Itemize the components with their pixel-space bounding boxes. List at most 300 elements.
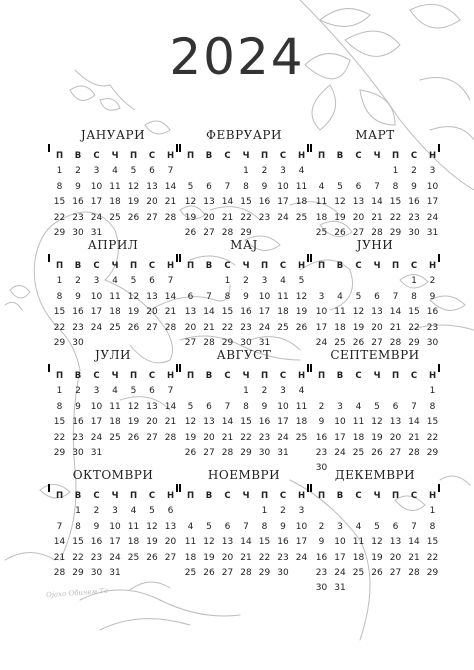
day-cell: 1 — [429, 386, 436, 397]
day-cell: 30 — [426, 337, 439, 348]
day-cell — [162, 566, 179, 581]
day-cell: 4 — [280, 276, 286, 287]
day-cell — [369, 581, 386, 596]
day-cell — [350, 164, 367, 179]
day-cell: 20 — [146, 417, 158, 428]
day-cell: 20 — [184, 322, 197, 333]
day-cell: 29 — [240, 447, 252, 458]
month-divider — [310, 364, 440, 372]
weekday-header: В — [336, 151, 344, 161]
day-cell: 12 — [184, 417, 197, 428]
weekday-header: С — [355, 491, 362, 501]
day-cell — [107, 446, 124, 461]
day-cell: 27 — [389, 567, 402, 578]
day-cell: 15 — [53, 417, 66, 428]
day-cell: 10 — [315, 307, 328, 318]
day-cell: 6 — [392, 521, 399, 532]
day-cell: 1 — [429, 506, 436, 517]
day-cell: 7 — [374, 181, 380, 192]
month-block — [179, 237, 309, 351]
day-cell: 13 — [389, 417, 402, 428]
month-name: АПРИЛ — [87, 238, 139, 252]
day-cell: 18 — [109, 417, 121, 428]
day-cell — [219, 384, 236, 399]
weekday-header: В — [74, 491, 82, 501]
weekday-header: Н — [166, 151, 175, 161]
day-cell: 29 — [240, 227, 252, 238]
day-cell: 16 — [90, 537, 103, 548]
day-cell — [406, 504, 423, 519]
day-cell: 30 — [240, 337, 252, 348]
month-block — [179, 347, 309, 461]
day-cell — [144, 566, 161, 581]
day-cell: 3 — [112, 506, 118, 517]
day-cell: 12 — [127, 181, 140, 192]
day-cell: 24 — [90, 212, 103, 223]
day-cell: 19 — [127, 197, 140, 208]
day-cell: 22 — [389, 212, 402, 223]
day-cell: 20 — [221, 552, 234, 563]
month-divider — [48, 254, 178, 262]
weekday-header: П — [391, 151, 400, 161]
day-cell: 16 — [408, 197, 420, 208]
day-cell — [219, 164, 236, 179]
day-cell: 23 — [277, 552, 289, 563]
month-block — [179, 467, 309, 581]
day-cell — [125, 566, 142, 581]
day-cell: 17 — [90, 307, 103, 318]
day-cell: 22 — [53, 322, 66, 333]
day-cell: 23 — [240, 322, 252, 333]
weekday-header: Н — [166, 491, 175, 501]
weekday-header: В — [336, 261, 344, 271]
weekday-header: П — [55, 371, 64, 381]
month-block — [310, 467, 440, 597]
weekday-header: Ч — [373, 261, 381, 271]
month-divider — [310, 484, 440, 492]
day-grid — [182, 259, 309, 351]
month-block — [310, 127, 440, 241]
day-cell: 20 — [389, 552, 402, 563]
day-cell: 1 — [243, 386, 249, 397]
day-cell — [293, 566, 310, 581]
day-cell: 8 — [429, 521, 436, 532]
day-cell: 8 — [56, 291, 63, 302]
day-cell: 5 — [374, 521, 380, 532]
day-cell: 21 — [203, 322, 215, 333]
day-cell: 25 — [109, 432, 121, 443]
footer-signature: Ојахо Обичем Те — [45, 586, 109, 600]
day-cell: 29 — [408, 337, 420, 348]
day-cell: 26 — [334, 227, 346, 238]
month-name: ЈУЛИ — [95, 348, 131, 362]
day-cell: 3 — [337, 521, 343, 532]
weekday-header: С — [148, 261, 156, 271]
day-cell: 1 — [392, 166, 399, 177]
day-cell: 8 — [56, 181, 63, 192]
day-cell: 6 — [374, 291, 380, 302]
day-cell: 11 — [334, 307, 346, 318]
day-cell: 21 — [164, 417, 177, 428]
month-block — [310, 347, 440, 477]
day-cell: 13 — [184, 307, 197, 318]
day-cell — [369, 384, 386, 399]
day-cell: 25 — [295, 432, 308, 443]
day-cell: 19 — [371, 432, 383, 443]
day-cell: 16 — [426, 307, 439, 318]
day-cell: 17 — [90, 417, 103, 428]
weekday-header: П — [260, 371, 269, 381]
day-cell: 24 — [334, 447, 346, 458]
day-cell: 16 — [72, 417, 84, 428]
weekday-header: Ч — [373, 491, 381, 501]
day-cell: 20 — [389, 432, 402, 443]
weekday-header: С — [410, 491, 418, 501]
month-block — [179, 127, 309, 241]
day-cell — [313, 504, 330, 519]
day-cell: 30 — [72, 447, 84, 458]
day-cell: 10 — [334, 537, 346, 548]
day-cell: 6 — [206, 401, 212, 412]
day-cell: 13 — [146, 291, 158, 302]
day-cell — [406, 384, 423, 399]
weekday-header: П — [129, 371, 138, 381]
day-cell: 30 — [72, 227, 84, 238]
day-cell: 19 — [295, 307, 308, 318]
day-cell: 12 — [334, 197, 346, 208]
day-cell: 1 — [411, 276, 417, 287]
weekday-header: П — [186, 371, 195, 381]
weekday-header: С — [148, 491, 156, 501]
day-cell: 8 — [429, 401, 436, 412]
day-cell: 11 — [295, 401, 308, 412]
day-cell: 27 — [146, 432, 158, 443]
day-cell: 5 — [374, 401, 380, 412]
day-cell: 17 — [109, 537, 121, 548]
day-cell: 18 — [352, 552, 365, 563]
weekday-header: В — [336, 491, 344, 501]
day-cell: 15 — [408, 307, 420, 318]
day-cell: 18 — [352, 432, 365, 443]
day-cell: 10 — [295, 521, 308, 532]
weekday-header: Н — [297, 491, 306, 501]
day-cell: 2 — [280, 506, 286, 517]
day-cell: 15 — [258, 537, 271, 548]
day-cell: 19 — [203, 552, 215, 563]
weekday-header: П — [317, 151, 326, 161]
weekday-header: П — [317, 371, 326, 381]
day-cell: 25 — [109, 322, 121, 333]
day-grid — [51, 259, 178, 351]
day-cell: 10 — [90, 181, 103, 192]
day-cell: 6 — [149, 276, 155, 287]
day-cell: 6 — [392, 401, 399, 412]
day-cell: 21 — [164, 197, 177, 208]
weekday-header: Ч — [373, 371, 381, 381]
day-cell: 1 — [243, 166, 249, 177]
weekday-header: С — [279, 151, 287, 161]
day-cell — [201, 274, 218, 289]
day-cell: 29 — [221, 337, 234, 348]
day-cell: 24 — [109, 552, 121, 563]
day-grid — [51, 369, 178, 461]
day-cell: 8 — [75, 521, 81, 532]
day-grid — [182, 489, 309, 581]
weekday-header: П — [317, 491, 326, 501]
day-cell: 14 — [389, 307, 402, 318]
day-cell: 31 — [334, 583, 346, 594]
day-cell: 5 — [206, 521, 212, 532]
day-cell: 4 — [112, 166, 118, 177]
day-cell — [201, 164, 218, 179]
day-cell — [387, 274, 404, 289]
day-cell: 19 — [146, 537, 158, 548]
day-cell: 18 — [315, 212, 328, 223]
weekday-header: Н — [297, 371, 306, 381]
weekday-header: С — [224, 151, 231, 161]
day-cell: 1 — [56, 166, 63, 177]
day-cell — [125, 446, 142, 461]
weekday-header: С — [148, 371, 156, 381]
day-cell: 17 — [334, 432, 346, 443]
weekday-header: С — [355, 261, 362, 271]
weekday-header: В — [205, 491, 213, 501]
day-cell: 8 — [243, 181, 249, 192]
day-cell: 12 — [146, 521, 158, 532]
day-cell: 9 — [280, 521, 286, 532]
day-cell: 7 — [167, 386, 174, 397]
day-cell: 11 — [352, 537, 365, 548]
day-cell: 16 — [240, 307, 252, 318]
weekday-header: П — [186, 491, 195, 501]
day-cell: 11 — [277, 291, 289, 302]
day-cell: 12 — [127, 291, 140, 302]
day-cell: 29 — [53, 447, 66, 458]
month-block — [48, 237, 178, 351]
day-cell: 15 — [221, 307, 234, 318]
day-cell: 10 — [426, 181, 439, 192]
day-cell: 5 — [337, 181, 343, 192]
day-cell: 25 — [277, 322, 289, 333]
day-cell: 19 — [371, 552, 383, 563]
day-cell: 9 — [429, 291, 436, 302]
day-cell: 14 — [221, 417, 234, 428]
day-cell — [182, 384, 199, 399]
day-cell: 22 — [426, 432, 439, 443]
day-cell: 1 — [75, 506, 81, 517]
day-cell — [182, 164, 199, 179]
day-cell: 28 — [164, 212, 177, 223]
day-cell: 30 — [315, 583, 328, 594]
weekday-header: Ч — [111, 151, 119, 161]
weekday-header: Ч — [242, 261, 250, 271]
day-cell: 20 — [203, 432, 215, 443]
day-cell: 7 — [56, 521, 63, 532]
day-cell — [313, 384, 330, 399]
day-cell: 13 — [146, 181, 158, 192]
day-cell: 4 — [187, 521, 194, 532]
day-cell: 19 — [127, 307, 140, 318]
weekday-header: Н — [428, 371, 437, 381]
day-cell: 2 — [318, 401, 325, 412]
day-cell: 24 — [277, 432, 289, 443]
day-cell: 29 — [426, 567, 439, 578]
day-cell: 17 — [334, 552, 346, 563]
day-cell: 16 — [258, 197, 271, 208]
day-cell — [387, 581, 404, 596]
day-cell: 2 — [75, 166, 81, 177]
day-cell: 20 — [164, 537, 177, 548]
day-cell: 3 — [261, 276, 268, 287]
day-cell: 13 — [203, 417, 215, 428]
day-cell: 12 — [295, 291, 308, 302]
weekday-header: С — [279, 261, 287, 271]
day-grid — [51, 149, 178, 241]
day-cell: 4 — [318, 181, 325, 192]
weekday-header: С — [224, 261, 231, 271]
day-cell — [350, 581, 367, 596]
weekday-header: С — [410, 371, 418, 381]
weekday-header: В — [74, 261, 82, 271]
day-cell: 27 — [146, 322, 158, 333]
day-cell: 3 — [93, 386, 100, 397]
day-cell — [350, 384, 367, 399]
day-cell: 29 — [53, 227, 66, 238]
day-cell: 26 — [295, 322, 308, 333]
day-cell: 25 — [352, 567, 365, 578]
month-name: МАЈ — [230, 238, 258, 252]
weekday-header: С — [355, 151, 362, 161]
month-divider — [179, 484, 309, 492]
day-cell: 28 — [371, 227, 383, 238]
day-cell: 17 — [315, 322, 328, 333]
year-title: 2024 — [169, 28, 305, 86]
month-name: ФЕВРУАРИ — [206, 128, 282, 142]
day-cell: 16 — [258, 417, 271, 428]
day-cell: 8 — [392, 181, 399, 192]
day-cell: 21 — [371, 212, 383, 223]
day-cell: 22 — [53, 432, 66, 443]
day-cell — [162, 446, 179, 461]
day-cell: 14 — [53, 537, 66, 548]
day-grid — [313, 369, 440, 477]
weekday-header: П — [260, 151, 269, 161]
day-cell — [201, 384, 218, 399]
month-divider — [179, 364, 309, 372]
day-cell: 10 — [334, 417, 346, 428]
day-cell: 11 — [295, 181, 308, 192]
day-cell: 31 — [90, 227, 103, 238]
month-name: АВГУСТ — [216, 348, 272, 362]
weekday-header: В — [205, 151, 213, 161]
weekday-header: В — [74, 371, 82, 381]
day-cell: 31 — [426, 227, 439, 238]
day-cell: 27 — [184, 337, 197, 348]
day-cell: 4 — [355, 521, 362, 532]
day-cell: 17 — [426, 197, 439, 208]
day-cell: 2 — [261, 386, 268, 397]
day-cell: 25 — [315, 227, 328, 238]
month-name: ЈАНУАРИ — [80, 128, 146, 142]
day-cell: 22 — [221, 322, 234, 333]
day-cell: 12 — [352, 307, 365, 318]
day-cell: 9 — [243, 291, 249, 302]
day-cell: 19 — [184, 432, 197, 443]
day-cell: 13 — [164, 521, 177, 532]
day-cell: 23 — [315, 447, 328, 458]
day-cell: 3 — [318, 291, 325, 302]
day-cell: 28 — [408, 447, 420, 458]
day-cell: 18 — [109, 197, 121, 208]
day-cell: 10 — [258, 291, 271, 302]
month-name: СЕПТЕМВРИ — [330, 348, 420, 362]
day-cell: 5 — [355, 291, 362, 302]
weekday-header: С — [279, 491, 287, 501]
day-cell: 9 — [318, 537, 325, 548]
day-cell: 26 — [203, 567, 215, 578]
day-cell: 25 — [334, 337, 346, 348]
weekday-header: С — [355, 371, 362, 381]
day-cell: 5 — [187, 401, 194, 412]
day-cell: 25 — [127, 552, 140, 563]
day-cell — [332, 504, 349, 519]
day-cell: 18 — [184, 552, 197, 563]
weekday-header: Н — [166, 371, 175, 381]
weekday-header: Ч — [242, 491, 250, 501]
month-divider — [310, 144, 440, 152]
day-cell: 24 — [277, 212, 289, 223]
day-cell: 25 — [295, 212, 308, 223]
day-cell: 30 — [277, 567, 289, 578]
day-cell: 20 — [371, 322, 383, 333]
day-cell: 2 — [75, 386, 81, 397]
day-cell: 22 — [408, 322, 420, 333]
day-cell: 28 — [164, 432, 177, 443]
day-cell: 15 — [53, 307, 66, 318]
day-grid — [313, 489, 440, 597]
month-divider — [48, 364, 178, 372]
day-cell: 15 — [53, 197, 66, 208]
day-cell: 11 — [109, 291, 121, 302]
weekday-header: В — [74, 151, 82, 161]
day-cell: 27 — [164, 552, 177, 563]
weekday-header: С — [93, 261, 100, 271]
day-cell: 11 — [184, 537, 197, 548]
day-cell: 22 — [53, 212, 66, 223]
day-cell: 18 — [295, 197, 308, 208]
day-cell: 23 — [90, 552, 103, 563]
day-cell: 24 — [258, 322, 271, 333]
weekday-header: Ч — [373, 151, 381, 161]
weekday-header: П — [129, 491, 138, 501]
day-cell: 22 — [72, 552, 84, 563]
day-cell: 2 — [75, 276, 81, 287]
weekday-header: Ч — [111, 491, 119, 501]
day-cell: 4 — [112, 276, 118, 287]
day-cell — [332, 164, 349, 179]
day-cell: 5 — [298, 276, 305, 287]
day-cell: 26 — [371, 447, 383, 458]
day-cell: 5 — [130, 276, 137, 287]
day-cell: 19 — [352, 322, 365, 333]
weekday-header: П — [129, 151, 138, 161]
day-cell: 7 — [167, 166, 174, 177]
day-cell: 26 — [371, 567, 383, 578]
day-cell: 11 — [109, 181, 121, 192]
day-cell — [182, 504, 199, 519]
day-cell: 24 — [90, 432, 103, 443]
weekday-header: П — [391, 371, 400, 381]
